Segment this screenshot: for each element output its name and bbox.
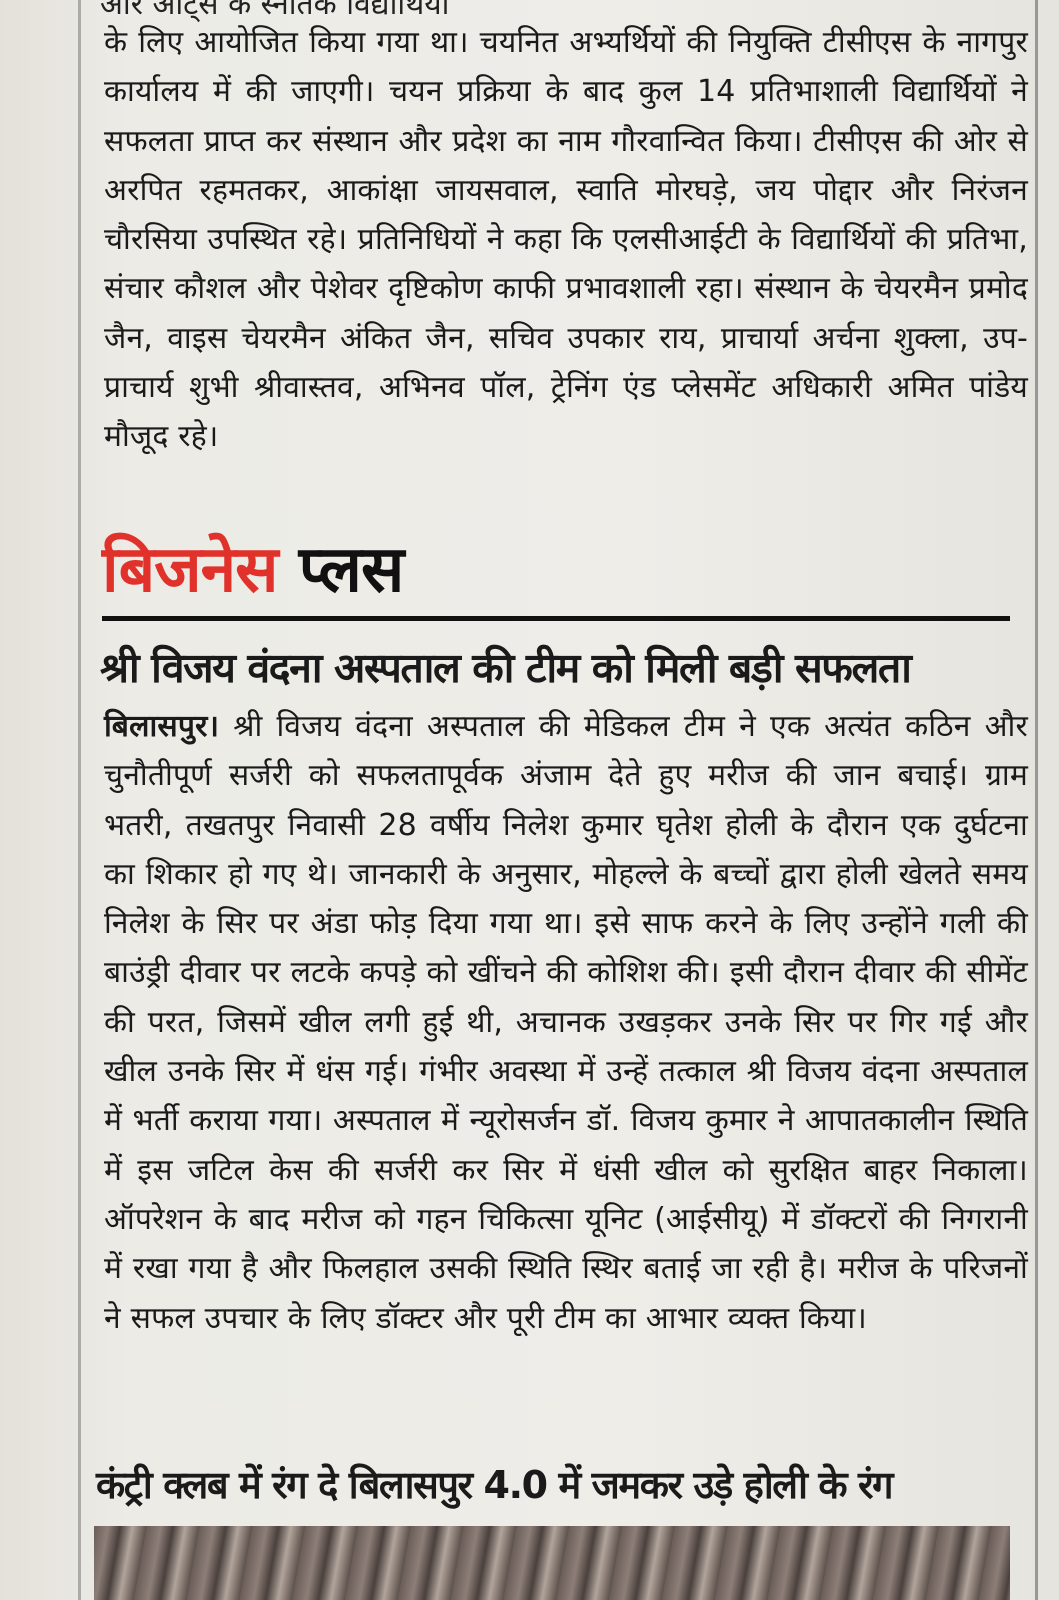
previous-story-body: के लिए आयोजित किया गया था। चयनित अभ्यर्थियों की नियुक्ति टीसीएस के नागपुर कार्यालय में की जाएगी। चयन प्रक्रिया के बाद कुल 14 प्रतिभाशाली विद्यार्थियों ने सफलता प्राप्त कर संस्थान और प्रदेश का नाम गौरवान्वित किया। टीसीएस की ओर से अरपित रहमतकर, आकांक्षा जायसवाल, स्वाति मोरघड़े, जय पोद्दार और निरंजन चौरसिया उपस्थित रहे। प्रतिनिधियों ने कहा कि एलसीआईटी के विद्यार्थियों की प्रतिभा, संचार कौशल और पेशेवर दृष्टिकोण काफी प्रभावशाली रहा। संस्थान के चेयरमैन प्रमोद जैन, वाइस चेयरमैन अंकित जैन, सचिव उपकार राय, प्राचार्या अर्चना शुक्ला, उप-प्राचार्य शुभी श्रीवास्तव, अभिनव पॉल, ट्रेनिंग एंड प्लेसमेंट अधिकारी अमित पांडेय मौजूद रहे। (104, 25, 1028, 455)
story-body (104, 702, 1028, 1343)
story-headline: श्री विजय वंदना अस्पताल की टीम को मिली बड़ी सफलता (100, 644, 911, 692)
section-divider (102, 616, 1010, 621)
photo (94, 1526, 1010, 1600)
column-rule-right (1035, 0, 1038, 1600)
section-title (102, 530, 403, 610)
previous-story (104, 18, 1028, 462)
story-body-block (104, 702, 1028, 1343)
column-rule-left (78, 0, 81, 1600)
cut-off-text (100, 0, 1030, 10)
section-title-black: प्लस (298, 533, 404, 607)
section-title-red: बिजनेस (102, 533, 278, 607)
next-story-headline: कंट्री क्लब में रंग दे बिलासपुर 4.0 में जमकर उड़े होली के रंग (96, 1463, 893, 1507)
story-dateline: बिलासपुर। (104, 709, 220, 744)
story-text: श्री विजय वंदना अस्पताल की मेडिकल टीम ने एक अत्यंत कठिन और चुनौतीपूर्ण सर्जरी को सफलतापूर्वक अंजाम देते हुए मरीज की जान बचाई। ग्राम भतरी, तखतपुर निवासी 28 वर्षीय निलेश कुमार घृतेश होली के दौरान एक दुर्घटना का शिकार हो गए थे। जानकारी के अनुसार, मोहल्ले के बच्चों द्वारा होली खेलते समय निलेश के सिर पर अंडा फोड़ दिया गया था। इसे साफ करने के लिए उन्होंने गली की बाउंड्री दीवार पर लटके कपड़े को खींचने की कोशिश की। इसी दौरान दीवार की सीमेंट की परत, जिसमें खील लगी हुई थी, अचानक उखड़कर उनके सिर पर गिर गई और खील उनके सिर में धंस गई। गंभीर अवस्था में उन्हें तत्काल श्री विजय वंदना अस्पताल में भर्ती कराया गया। अस्पताल में न्यूरोसर्जन डॉ. विजय कुमार ने आपातकालीन स्थिति में इस जटिल केस की सर्जरी कर सिर में धंसी खील को सुरक्षित बाहर निकाला। ऑपरेशन के बाद मरीज को गहन चिकित्सा यूनिट (आईसीयू) में डॉक्टरों की निगरानी में रखा गया है और फिलहाल उसकी स्थिति स्थिर बताई जा रही है। मरीज के परिजनों ने सफल उपचार के लिए डॉक्टर और पूरी टीम का आभार व्यक्त किया। (104, 709, 1028, 1336)
